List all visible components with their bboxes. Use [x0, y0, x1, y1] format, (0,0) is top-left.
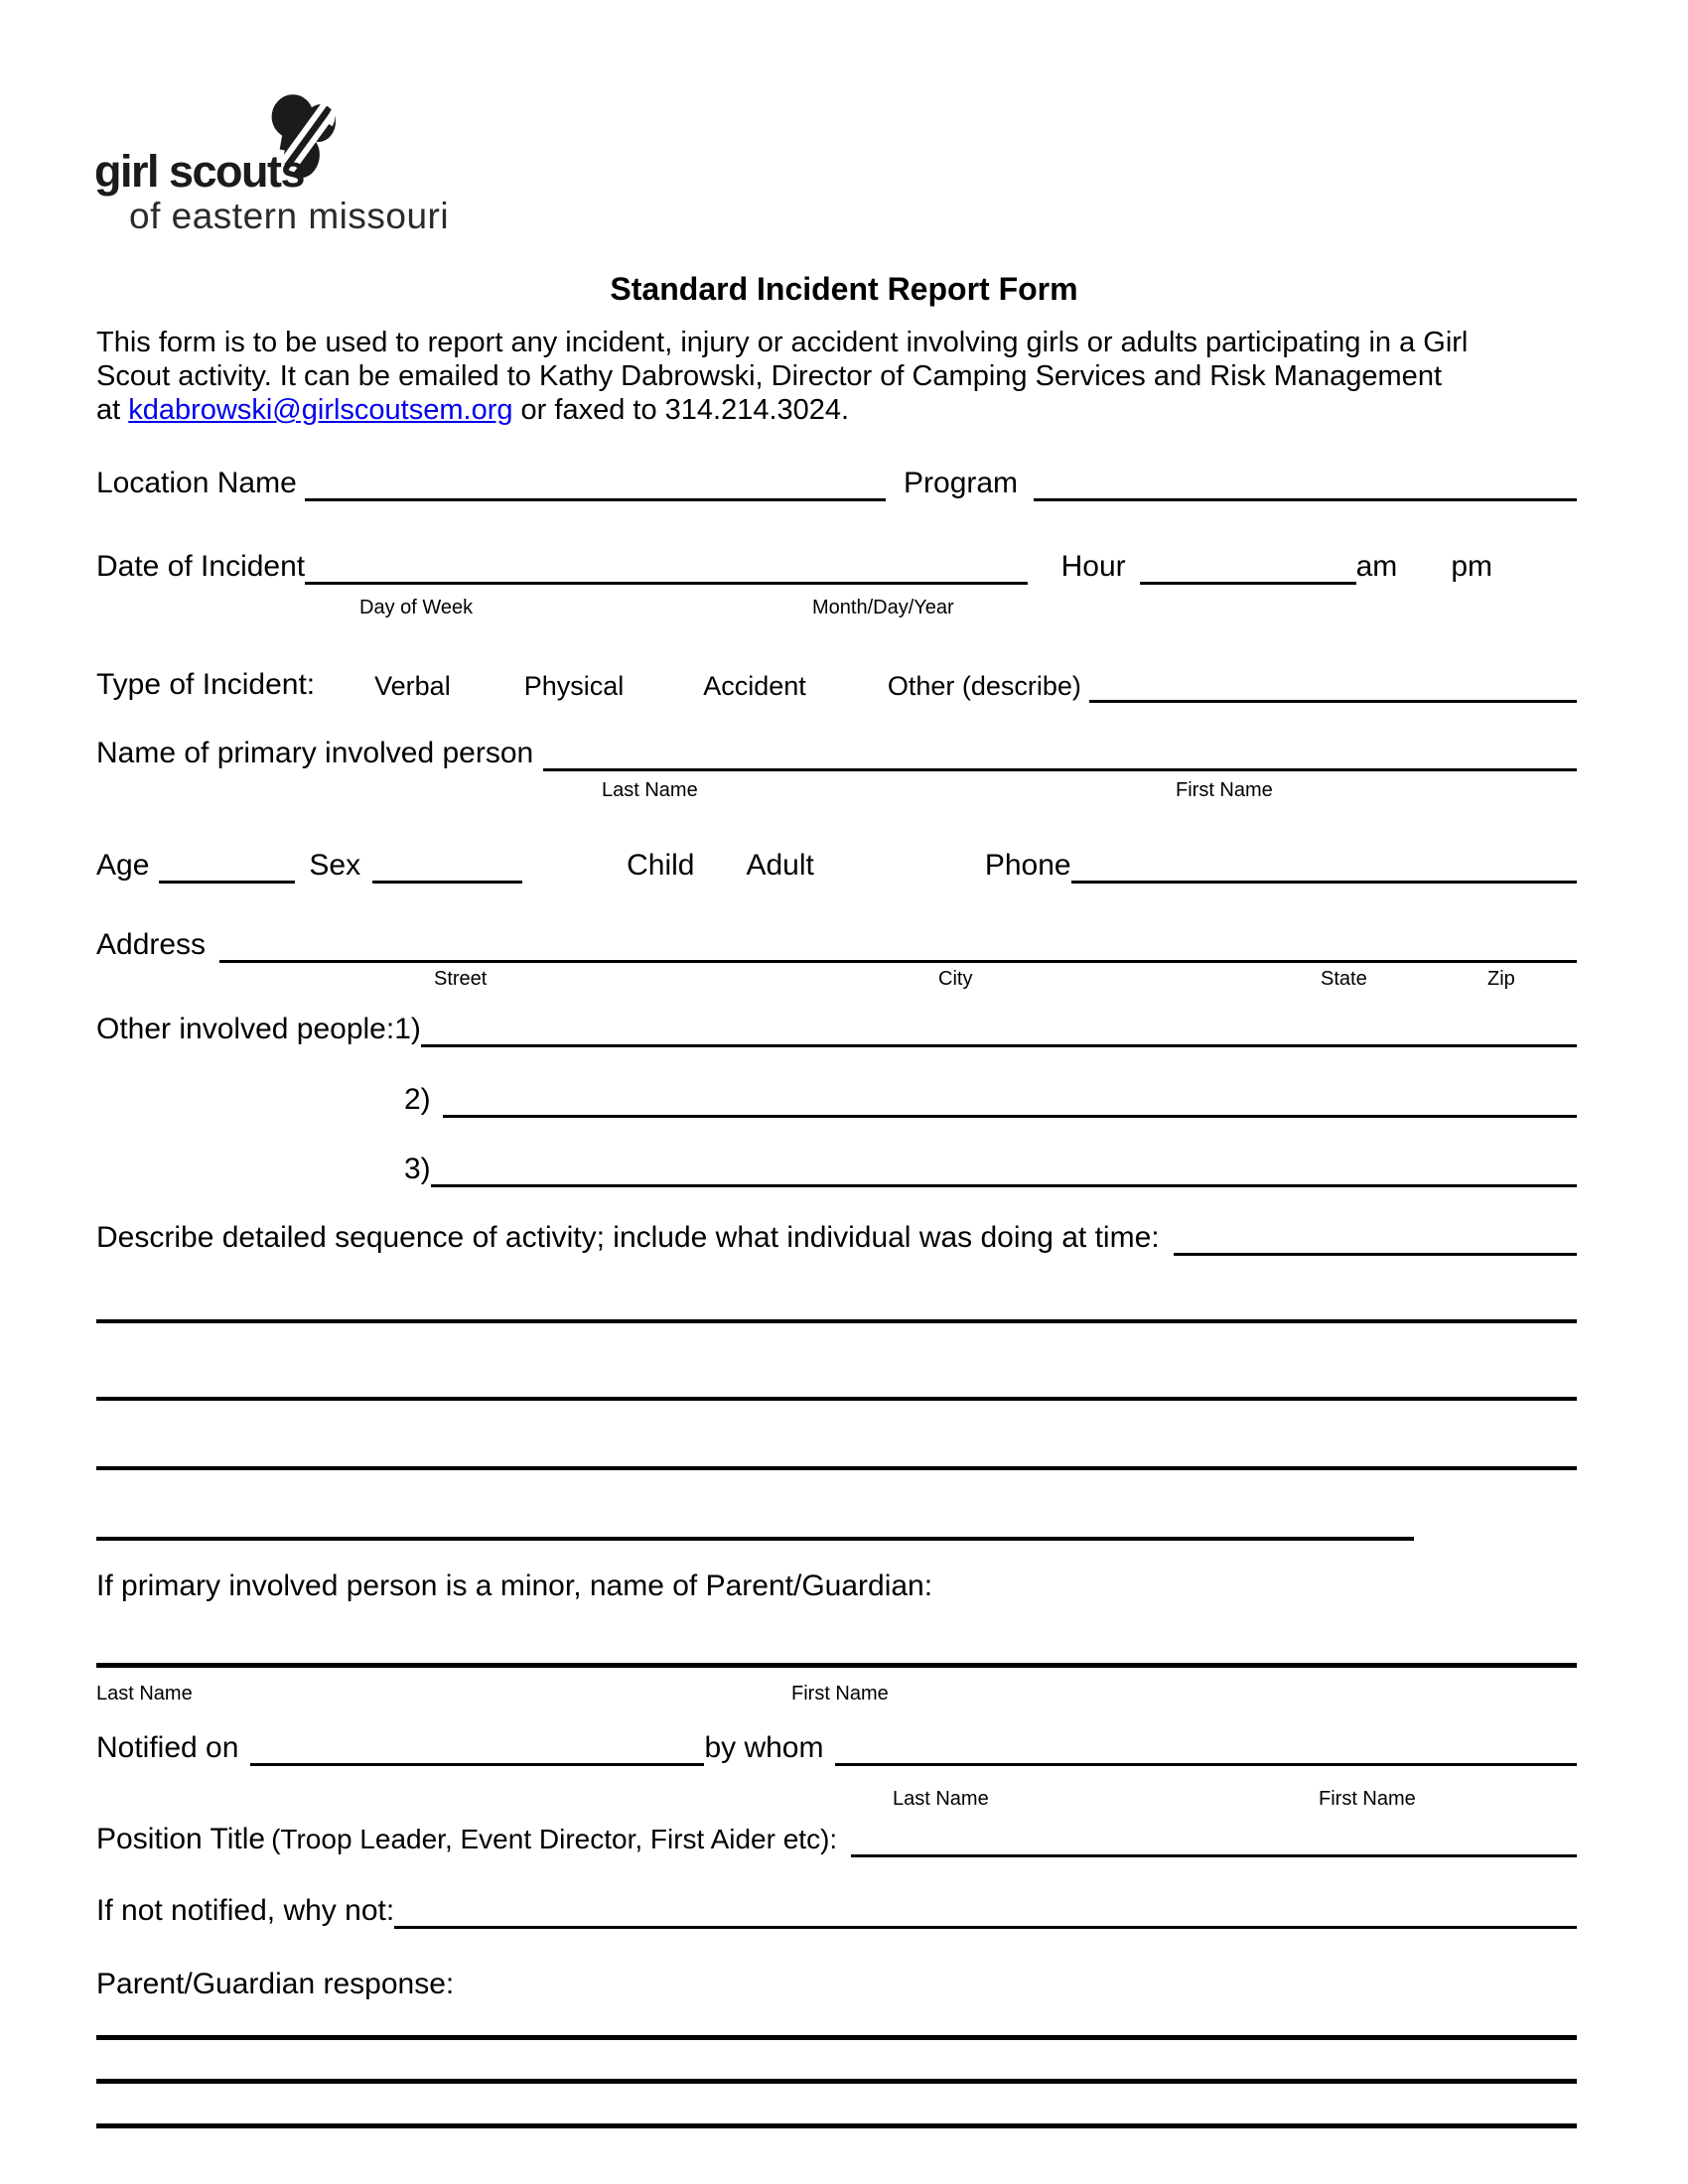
- other-person-1-field[interactable]: [421, 1005, 1577, 1047]
- program-field[interactable]: [1034, 459, 1577, 501]
- city-hint: City: [938, 968, 973, 990]
- position-title-field[interactable]: [851, 1815, 1577, 1857]
- intro-paragraph: [96, 326, 1556, 427]
- type-option-accident[interactable]: Accident: [703, 671, 806, 701]
- describe-label: Describe detailed sequence of activity; include what individual was doing at time:: [96, 1221, 1160, 1254]
- intro-line-2: Scout activity. It can be emailed to Kathy Dabrowski, Director of Camping Services and Risk Management: [96, 360, 1442, 392]
- primary-first-name-hint: First Name: [1176, 779, 1273, 801]
- adult-option[interactable]: Adult: [746, 849, 814, 882]
- type-option-verbal[interactable]: Verbal: [374, 671, 451, 701]
- type-option-other-describe[interactable]: Other (describe): [887, 671, 1081, 701]
- position-title-row: [96, 1815, 1577, 1857]
- other-people-label: Other involved people:1): [96, 1013, 421, 1045]
- guardian-first-name-hint: First Name: [791, 1683, 889, 1705]
- other-people-row-3: [404, 1145, 1577, 1187]
- other-people-2-label: 2): [404, 1083, 431, 1116]
- location-name-field[interactable]: [305, 459, 886, 501]
- address-field[interactable]: [219, 920, 1577, 963]
- other-people-row-2: [404, 1075, 1577, 1118]
- by-whom-last-name-hint: Last Name: [893, 1788, 989, 1810]
- location-program-row: [96, 459, 1577, 501]
- zip-hint: Zip: [1487, 968, 1515, 990]
- other-people-3-label: 3): [404, 1153, 431, 1185]
- logo-region-text: of eastern missouri: [129, 196, 450, 236]
- primary-person-row: [96, 729, 1577, 771]
- other-person-2-field[interactable]: [443, 1075, 1577, 1118]
- phone-label: Phone: [984, 849, 1071, 882]
- not-notified-row: [96, 1886, 1577, 1929]
- by-whom-label: by whom: [704, 1731, 824, 1764]
- type-of-incident-row: [96, 660, 1577, 703]
- type-of-incident-label: Type of Incident:: [96, 668, 316, 701]
- intro-line-3: [96, 393, 1556, 427]
- position-title-examples: (Troop Leader, Event Director, First Aider etc):: [271, 1824, 838, 1854]
- program-label: Program: [904, 467, 1019, 499]
- sex-field[interactable]: [372, 841, 522, 884]
- intro-line-3-prefix: at: [96, 394, 129, 426]
- by-whom-first-name-hint: First Name: [1319, 1788, 1416, 1810]
- am-option[interactable]: am: [1355, 550, 1398, 583]
- not-notified-field[interactable]: [394, 1886, 1577, 1929]
- intro-line-1: This form is to be used to report any incident, injury or accident involving girls or adults participating in a Girl: [96, 327, 1469, 358]
- pm-option[interactable]: pm: [1451, 550, 1492, 583]
- notified-on-label: Notified on: [96, 1731, 239, 1764]
- form-title: Standard Incident Report Form: [610, 271, 1078, 307]
- by-whom-field[interactable]: [835, 1723, 1577, 1766]
- intro-line-3-suffix: or faxed to 314.214.3024.: [512, 394, 850, 426]
- describe-line-2[interactable]: [96, 1397, 1577, 1401]
- age-field[interactable]: [159, 841, 295, 884]
- not-notified-label: If not notified, why not:: [96, 1894, 395, 1927]
- parent-guardian-response-label: Parent/Guardian response:: [96, 1968, 455, 2000]
- notified-on-field[interactable]: [250, 1723, 704, 1766]
- day-of-week-hint: Day of Week: [359, 597, 474, 618]
- hour-field[interactable]: [1140, 542, 1356, 585]
- response-line-3[interactable]: [96, 2123, 1577, 2128]
- notified-row: [96, 1723, 1577, 1766]
- describe-line-3[interactable]: [96, 1466, 1577, 1470]
- address-row: [96, 920, 1577, 963]
- street-hint: Street: [434, 968, 488, 990]
- response-line-1[interactable]: [96, 2035, 1577, 2040]
- response-line-2[interactable]: [96, 2079, 1577, 2084]
- primary-person-field[interactable]: [543, 729, 1577, 771]
- date-of-incident-label: Date of Incident: [96, 550, 306, 583]
- describe-line-1[interactable]: [96, 1319, 1577, 1323]
- primary-person-label: Name of primary involved person: [96, 737, 534, 769]
- guardian-last-name-hint: Last Name: [96, 1683, 193, 1705]
- child-option[interactable]: Child: [627, 849, 695, 882]
- month-day-year-hint: Month/Day/Year: [812, 597, 954, 618]
- position-title-label: Position Title: [96, 1823, 266, 1855]
- minor-parent-guardian-label: If primary involved person is a minor, name of Parent/Guardian:: [96, 1570, 933, 1602]
- age-sex-phone-row: [96, 841, 1577, 884]
- location-name-label: Location Name: [96, 467, 297, 499]
- email-link[interactable]: kdabrowski@girlscoutsem.org: [128, 394, 513, 426]
- logo-girl-scouts-text: girl scouts: [94, 146, 305, 197]
- address-label: Address: [96, 928, 207, 961]
- date-hour-row: [96, 542, 1577, 585]
- state-hint: State: [1321, 968, 1367, 990]
- other-describe-field[interactable]: [1089, 660, 1577, 703]
- sex-label: Sex: [309, 849, 361, 882]
- parent-guardian-name-field[interactable]: [96, 1663, 1577, 1668]
- date-of-incident-field[interactable]: [305, 542, 1027, 585]
- type-option-physical[interactable]: Physical: [523, 671, 625, 701]
- phone-field[interactable]: [1071, 841, 1577, 884]
- describe-field-start[interactable]: [1174, 1213, 1577, 1256]
- other-people-row-1: [96, 1005, 1577, 1047]
- primary-last-name-hint: Last Name: [602, 779, 698, 801]
- other-person-3-field[interactable]: [431, 1145, 1577, 1187]
- describe-row: [96, 1213, 1577, 1256]
- age-label: Age: [96, 849, 150, 882]
- hour-label: Hour: [1060, 550, 1126, 583]
- describe-line-4[interactable]: [96, 1537, 1414, 1541]
